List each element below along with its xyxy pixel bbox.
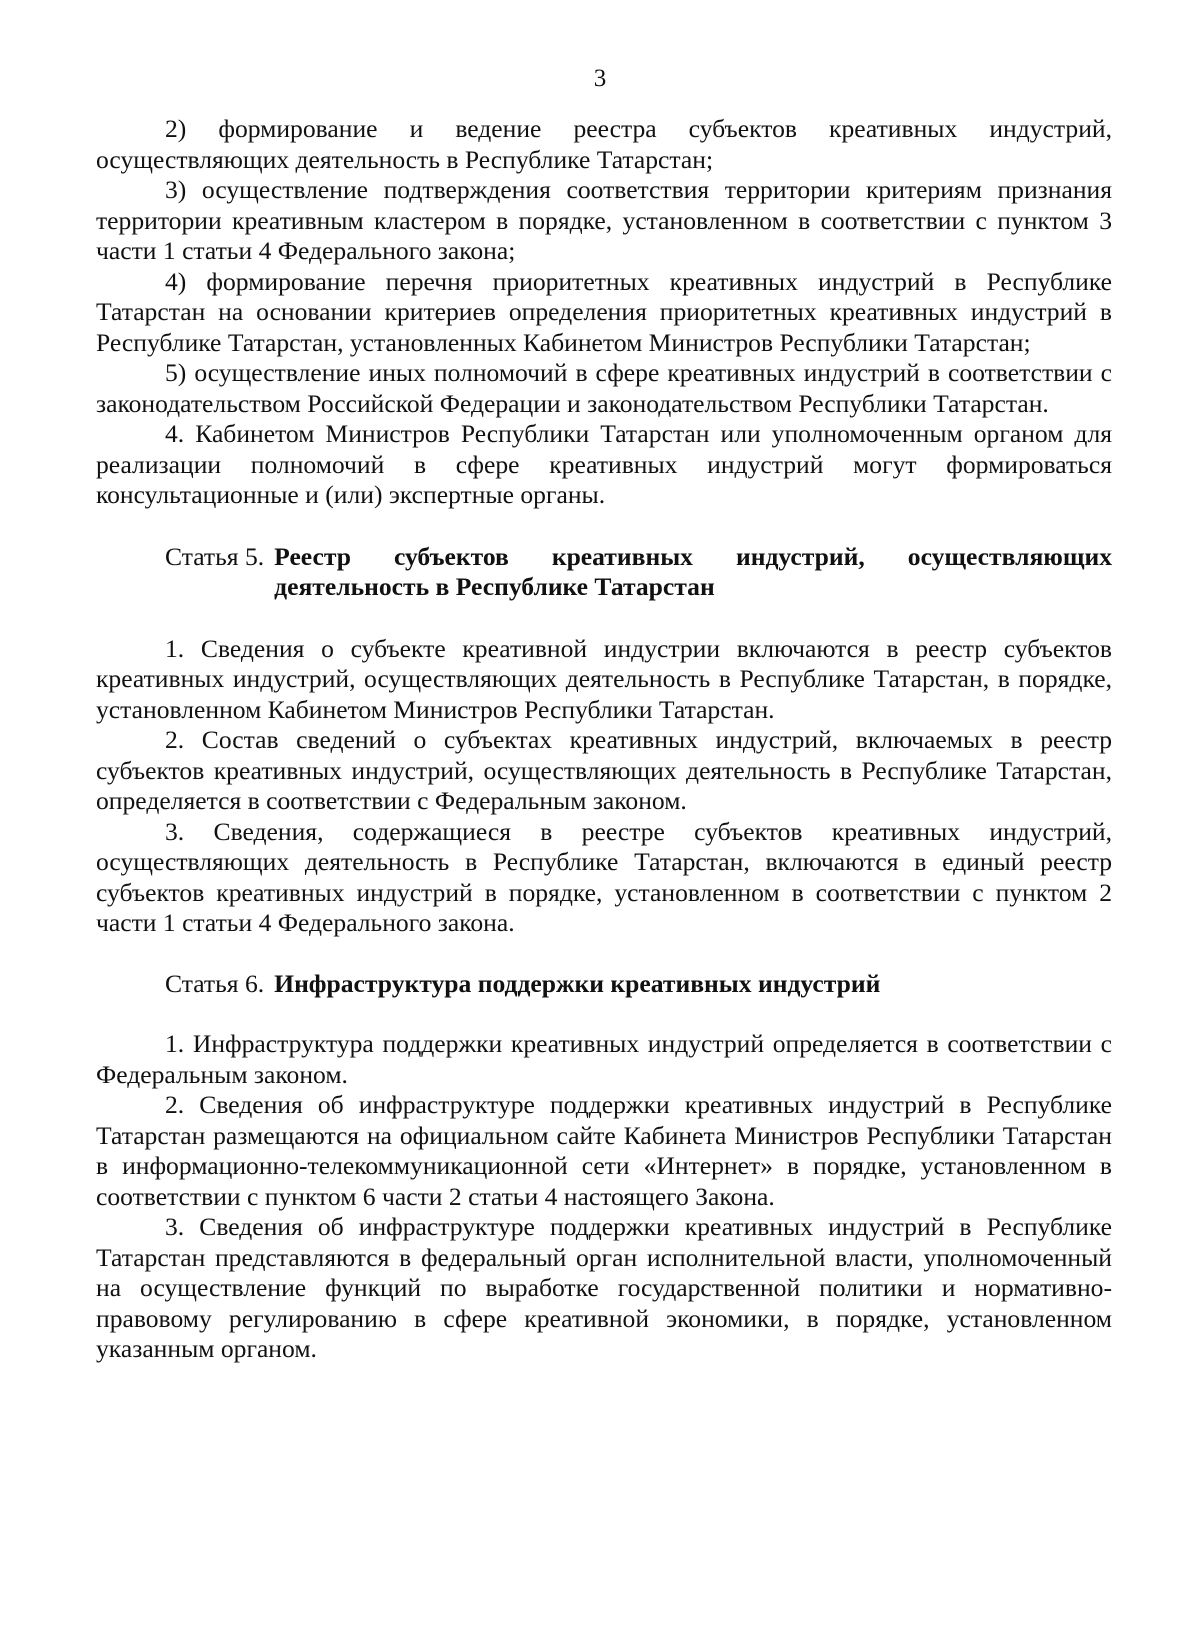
part-4-paragraph: 4. Кабинетом Министров Республики Татарстан или уполномоченным органом для реализации полномочий в сфере креативных индустрий могут формироваться консультационные и (или) экспертные органы. <box>96 419 1112 509</box>
article-5-prefix: Статья 5. <box>165 541 265 571</box>
article-5-heading <box>96 542 1112 603</box>
article-5-paragraph: 1. Сведения о субъекте креативной индустрии включаются в реестр субъектов креативных индустрий, осуществляющих деятельность в Республике Татарстан, в порядке, установленном Кабинетом Министров Республики Татарстан. <box>96 633 1112 724</box>
article-6-title: Инфраструктура поддержки креативных индустрий <box>274 968 881 998</box>
article-6-prefix: Статья 6. <box>165 968 265 998</box>
article-5-paragraph: 3. Сведения, содержащиеся в реестре субъектов креативных индустрий, осуществляющих деятельность в Республике Татарстан, включаются в единый реестр субъектов креативных индустрий в порядке, установленном в соответствии с пунктом 2 части 1 статьи 4 Федерального закона. <box>96 816 1112 937</box>
clause-4: 4) формирование перечня приоритетных креативных индустрий в Республике Татарстан на основании критериев определения приоритетных креативных индустрий в Республике Татарстан, установленных Кабинетом Министров Республики Татарстан; <box>96 266 1112 357</box>
clause-2: 2) формирование и ведение реестра субъектов креативных индустрий, осуществляющих деятельность в Республике Татарстан; <box>96 114 1112 174</box>
article-6-paragraph: 2. Сведения об инфраструктуре поддержки креативных индустрий в Республике Татарстан размещаются на официальном сайте Кабинета Министров Республики Татарстан в информационно-телекоммуникационной сети «Интернет» в порядке, установленном в соответствии с пунктом 6 части 2 статьи 4 настоящего Закона. <box>96 1090 1112 1211</box>
article-6-heading <box>96 969 1112 1000</box>
article-5-paragraph: 2. Состав сведений о субъектах креативных индустрий, включаемых в реестр субъектов креативных индустрий, осуществляющих деятельность в Республике Татарстан, определяется в соответствии с Федеральным законом. <box>96 725 1112 815</box>
document-body <box>96 114 1112 1365</box>
article-6-paragraph: 1. Инфраструктура поддержки креативных индустрий определяется в соответствии с Федеральным законом. <box>96 1029 1112 1089</box>
page-number: 3 <box>593 65 607 92</box>
article-5-title: Реестр субъектов креативных индустрий, осуществляющих деятельность в Республике Татарстан <box>274 541 1112 601</box>
article-5-body <box>96 634 1112 939</box>
clause-5: 5) осуществление иных полномочий в сфере креативных индустрий в соответствии с законодательством Российской Федерации и законодательством Республики Татарстан. <box>96 358 1112 418</box>
clause-3: 3) осуществление подтверждения соответствия территории критериям признания территории креативным кластером в порядке, установленном в соответствии с пунктом 3 части 1 статьи 4 Федерального закона; <box>96 175 1112 265</box>
article-6-paragraph: 3. Сведения об инфраструктуре поддержки креативных индустрий в Республике Татарстан представляются в федеральный орган исполнительной власти, уполномоченный на осуществление функций по выработке государственной политики и нормативно-правовому регулированию в сфере креативной экономики, в порядке, установленном указанным органом. <box>96 1212 1112 1363</box>
article-6-body <box>96 1029 1112 1365</box>
